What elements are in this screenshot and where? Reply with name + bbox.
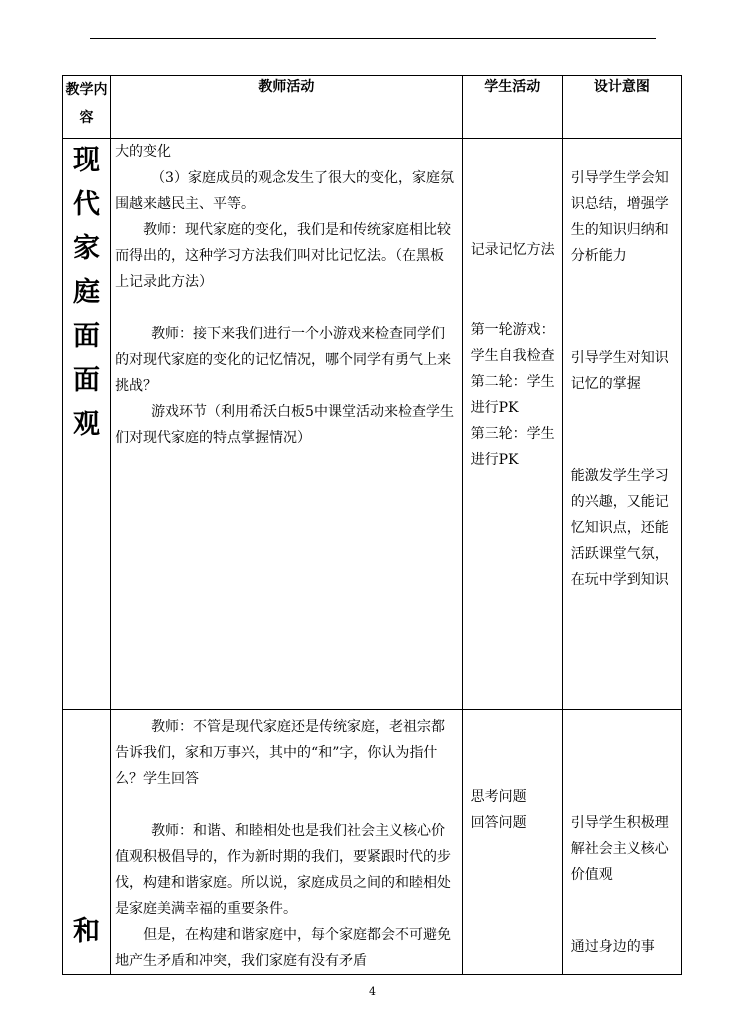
teacher-paragraph: 教师：现代家庭的变化，我们是和传统家庭相比较而得出的，这种学习方法我们叫对比记忆法。（在黑板上记录此方法） bbox=[115, 222, 452, 290]
page-number: 4 bbox=[369, 985, 376, 998]
student-activity: 第二轮：学生进行PK bbox=[470, 374, 555, 416]
table-row bbox=[63, 139, 682, 710]
design-intent: 引导学生积极理解社会主义核心价值观 bbox=[570, 815, 669, 883]
student-activity: 记录记忆方法 bbox=[470, 242, 555, 258]
topic-char: 庭 bbox=[73, 277, 101, 308]
design-intent-cell bbox=[562, 139, 681, 710]
topic-char: 现 bbox=[73, 145, 101, 176]
student-activity: 回答问题 bbox=[470, 815, 527, 831]
teacher-paragraph: 教师：接下来我们进行一个小游戏来检查同学们的对现代家庭的变化的记忆情况，哪个同学有勇气上来挑战？ bbox=[115, 326, 452, 394]
design-intent: 引导学生学会知识总结，增强学生的知识归纳和分析能力 bbox=[570, 170, 669, 264]
teacher-paragraph: 教师：不管是现代家庭还是传统家庭，老祖宗都告诉我们，家和万事兴，其中的“和”字，你认为指什么？学生回答 bbox=[115, 719, 446, 787]
design-intent-cell bbox=[562, 710, 681, 975]
topic-cell bbox=[63, 139, 111, 710]
topic-char: 观 bbox=[73, 409, 101, 440]
teacher-paragraph: 但是，在构建和谐家庭中，每个家庭都会不可避免地产生矛盾和冲突，我们家庭有没有矛盾 bbox=[115, 927, 452, 969]
teacher-paragraph: 大的变化 bbox=[115, 144, 172, 160]
student-activity-cell bbox=[462, 710, 562, 975]
header-teacher: 教师活动 bbox=[111, 76, 463, 139]
table-header-row bbox=[63, 76, 682, 139]
header-topic: 教学内容 bbox=[63, 76, 111, 139]
teacher-paragraph: 游戏环节（利用希沃白板5中课堂活动来检查学生们对现代家庭的特点掌握情况） bbox=[115, 404, 454, 446]
topic-char: 和 bbox=[73, 916, 101, 947]
header-intent: 设计意图 bbox=[562, 76, 681, 139]
topic-char: 代 bbox=[73, 189, 101, 220]
student-activity: 第三轮：学生进行PK bbox=[470, 426, 555, 468]
topic-cell bbox=[63, 710, 111, 975]
topic-char: 面 bbox=[73, 365, 101, 396]
design-intent: 通过身边的事 bbox=[570, 939, 655, 955]
student-activity: 思考问题 bbox=[470, 789, 527, 805]
header-rule bbox=[90, 38, 656, 39]
teacher-paragraph: 教师：和谐、和睦相处也是我们社会主义核心价值观积极倡导的，作为新时期的我们，要紧跟时代的步伐，构建和谐家庭。所以说，家庭成员之间的和睦相处是家庭美满幸福的重要条件。 bbox=[115, 823, 452, 917]
student-activity-cell bbox=[462, 139, 562, 710]
header-student: 学生活动 bbox=[462, 76, 562, 139]
lesson-plan-table bbox=[62, 75, 682, 975]
teacher-paragraph: （3）家庭成员的观念发生了很大的变化，家庭氛围越来越民主、平等。 bbox=[115, 170, 454, 212]
topic-char: 面 bbox=[73, 321, 101, 352]
teacher-activity-cell bbox=[111, 710, 463, 975]
topic-char: 家 bbox=[73, 233, 101, 264]
design-intent: 能激发学生学习的兴趣，又能记忆知识点，还能活跃课堂气氛，在玩中学到知识 bbox=[570, 468, 669, 588]
student-activity: 第一轮游戏：学生自我检查 bbox=[470, 322, 555, 364]
design-intent: 引导学生对知识记忆的掌握 bbox=[570, 350, 669, 392]
teacher-activity-cell bbox=[111, 139, 463, 710]
table-row bbox=[63, 710, 682, 975]
